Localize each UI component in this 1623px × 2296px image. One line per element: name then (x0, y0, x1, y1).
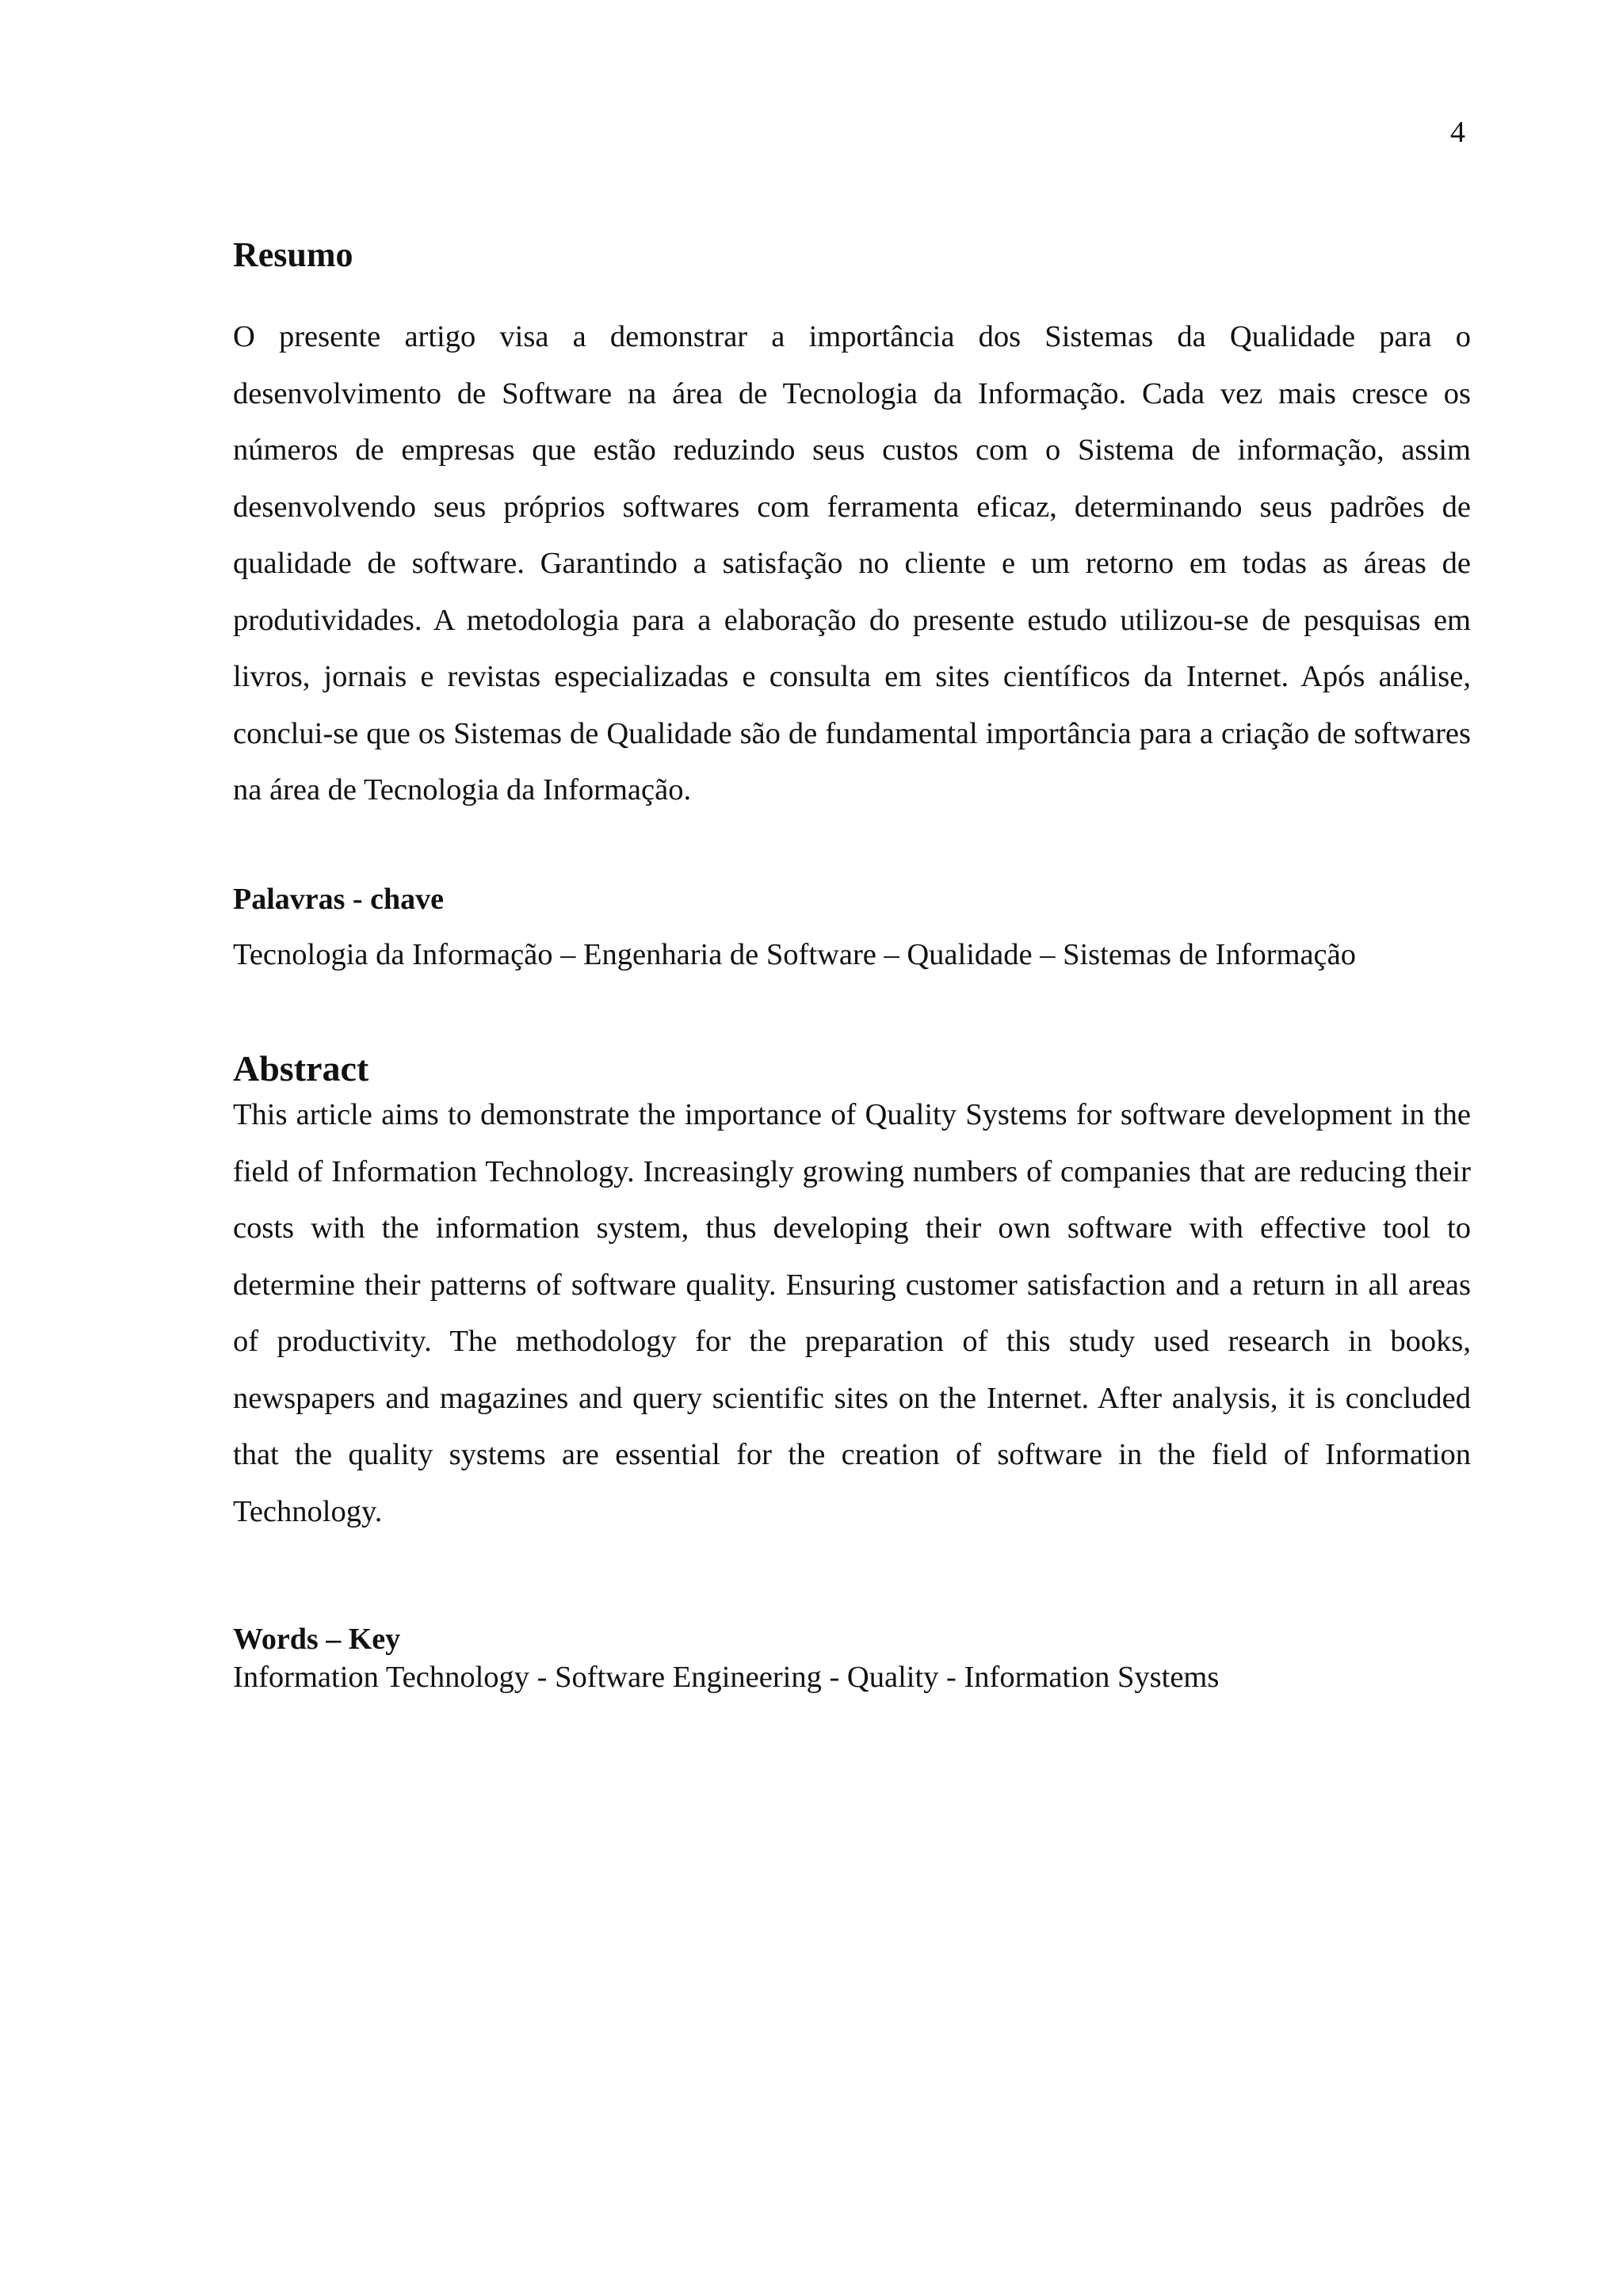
palavras-chave-list: Tecnologia da Informação – Engenharia de Software – Qualidade – Sistemas de Informação (233, 938, 1356, 971)
resumo-body: O presente artigo visa a demonstrar a importância dos Sistemas da Qualidade para o desenvolvimento de Software na área de Tecnologia da Informação. Cada vez mais cresce os números de empresas que estão reduzindo seus custos com o Sistema de informação, assim desenvolvendo seus próprios softwares com ferramenta eficaz, determinando seus padrões de qualidade de software. Garantindo a satisfação no cliente e um retorno em todas as áreas de produtividades. A metodologia para a elaboração do presente estudo utilizou-se de pesquisas em livros, jornais e revistas especializadas e consulta em sites científicos da Internet. Após análise, conclui-se que os Sistemas de Qualidade são de fundamental importância para a criação de softwares na área de Tecnologia da Informação. (233, 320, 1471, 807)
resumo-heading: Resumo (233, 235, 353, 274)
page-number: 4 (1450, 116, 1465, 149)
words-key-list: Information Technology - Software Engineering - Quality - Information Systems (233, 1661, 1220, 1694)
abstract-body: This article aims to demonstrate the importance of Quality Systems for software development in the field of Information Technology. Increasingly growing numbers of companies that are reducing their costs with the information system, thus developing their own software with effective tool to determine their patterns of software quality. Ensuring customer satisfaction and a return in all areas of productivity. The methodology for the preparation of this study used research in books, newspapers and magazines and query scientific sites on the Internet. After analysis, it is concluded that the quality systems are essential for the creation of software in the field of Information Technology. (233, 1098, 1471, 1528)
palavras-chave-heading: Palavras - chave (233, 883, 444, 916)
abstract-heading: Abstract (233, 1048, 369, 1089)
words-key-heading: Words – Key (233, 1623, 401, 1656)
